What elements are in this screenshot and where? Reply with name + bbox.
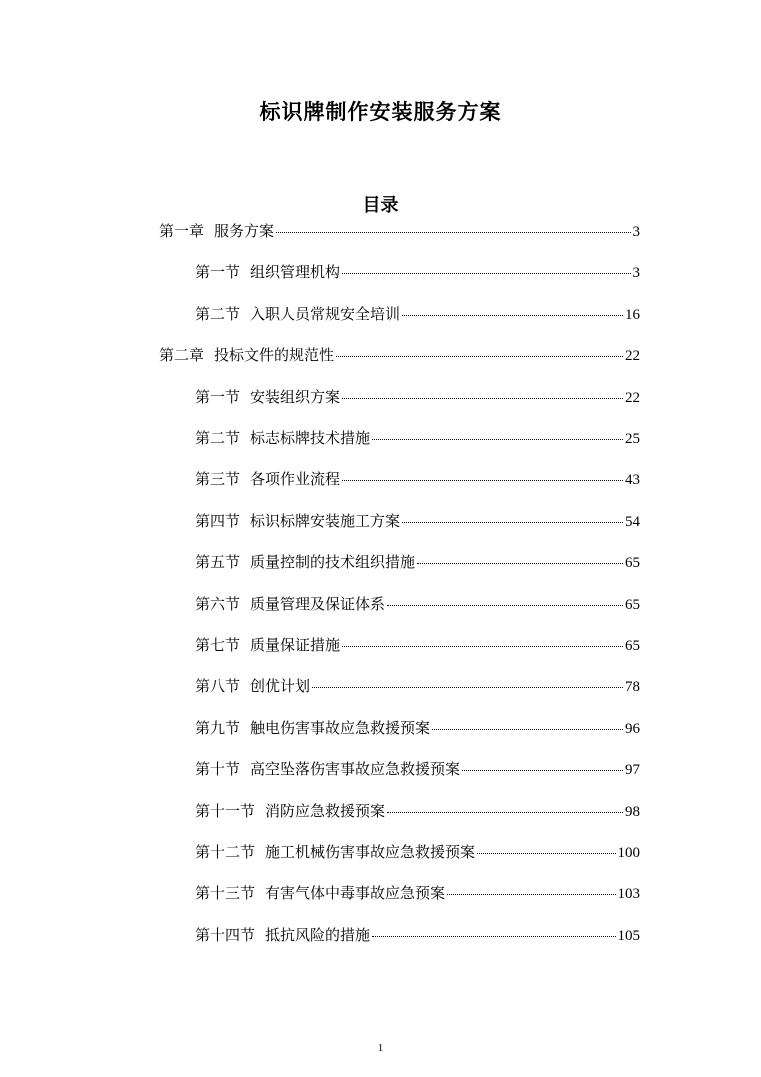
toc-entry-label: 第二章 [159, 346, 205, 365]
toc-entry-page: 22 [625, 348, 640, 365]
toc-dot-leader [342, 272, 630, 274]
toc-entry-label: 第十四节 [195, 925, 256, 944]
toc-entry-page: 43 [625, 472, 640, 489]
toc-section-entry[interactable] [195, 674, 640, 698]
toc-entry-title: 组织管理机构 [250, 263, 341, 282]
toc-entry-title: 有害气体中毒事故应急预案 [265, 884, 446, 903]
toc-entry-title: 质量管理及保证体系 [250, 594, 386, 613]
toc-section-entry[interactable] [195, 923, 640, 947]
toc-entry-title: 各项作业流程 [250, 470, 341, 489]
toc-section-entry[interactable] [195, 757, 640, 781]
toc-chapter-entry[interactable] [159, 219, 640, 243]
toc-entry-title: 服务方案 [214, 222, 275, 240]
toc-entry-label: 第二节 [195, 304, 241, 323]
toc-dot-leader [342, 645, 623, 647]
toc-section-entry[interactable] [195, 550, 640, 574]
toc-section-entry[interactable] [195, 302, 640, 326]
toc-entry-label: 第二节 [195, 429, 241, 447]
toc-section-entry[interactable] [195, 633, 640, 657]
toc-dot-leader [312, 686, 623, 688]
toc-entry-label: 第一节 [195, 263, 241, 282]
toc-chapter-entry[interactable] [159, 343, 640, 367]
toc-section-entry[interactable] [195, 840, 640, 864]
toc-entry-page: 103 [617, 886, 640, 903]
toc-entry-title: 消防应急救援预案 [265, 801, 386, 820]
toc-entry-label: 第四节 [195, 511, 241, 530]
toc-entry-title: 标识标牌安装施工方案 [250, 511, 401, 530]
toc-entry-page: 16 [625, 306, 640, 323]
toc-entry-title: 标志标牌技术措施 [250, 429, 371, 447]
toc-section-entry[interactable] [195, 426, 640, 450]
toc-dot-leader [447, 893, 615, 895]
toc-entry-label: 第六节 [195, 594, 241, 613]
toc-dot-leader [342, 479, 623, 481]
toc-entry-label: 第七节 [195, 636, 241, 654]
toc-entry-page: 54 [625, 513, 640, 530]
toc-dot-leader [402, 314, 623, 316]
toc-dot-leader [477, 852, 615, 854]
toc-entry-page: 3 [632, 265, 640, 282]
toc-section-entry[interactable] [195, 509, 640, 533]
toc-entry-title: 高空坠落伤害事故应急救援预案 [250, 760, 461, 779]
toc-entry-label: 第十节 [195, 760, 241, 779]
toc-dot-leader [432, 728, 623, 730]
document-title: 标识牌制作安装服务方案 [259, 100, 502, 124]
toc-dot-leader [402, 521, 623, 523]
toc-entry-title: 质量保证措施 [250, 636, 341, 654]
toc-entry-label: 第十二节 [195, 843, 256, 861]
toc-dot-leader [417, 562, 623, 564]
toc-entry-label: 第十三节 [195, 884, 256, 903]
toc-entry-title: 抵抗风险的措施 [265, 925, 371, 944]
toc-entry-page: 96 [625, 720, 640, 737]
toc-dot-leader [372, 935, 615, 937]
toc-entry-title: 触电伤害事故应急救援预案 [250, 718, 431, 737]
toc-section-entry[interactable] [195, 881, 640, 905]
toc-entry-page: 65 [625, 555, 640, 572]
toc-entry-title: 入职人员常规安全培训 [250, 304, 401, 323]
toc-entry-label: 第九节 [195, 718, 241, 737]
toc-entry-label: 第十一节 [195, 801, 256, 820]
toc-entry-page: 100 [617, 845, 640, 861]
toc-entry-page: 78 [625, 679, 640, 696]
toc-entry-page: 65 [625, 596, 640, 613]
toc-entry-title: 质量控制的技术组织措施 [250, 553, 416, 572]
toc-entry-label: 第五节 [195, 553, 241, 572]
toc-dot-leader [372, 438, 623, 440]
toc-section-entry[interactable] [195, 385, 640, 409]
toc-entry-title: 安装组织方案 [250, 387, 341, 406]
toc-entry-label: 第一章 [159, 222, 205, 240]
toc-entry-page: 25 [625, 431, 640, 447]
toc-dot-leader [342, 397, 623, 399]
toc-heading: 目录 [362, 195, 399, 216]
page-number: 1 [377, 1042, 384, 1054]
toc-section-entry[interactable] [195, 799, 640, 823]
toc-section-entry[interactable] [195, 592, 640, 616]
toc-entry-page: 65 [625, 638, 640, 654]
toc-section-entry[interactable] [195, 260, 640, 284]
toc-entry-page: 98 [625, 803, 640, 820]
toc-entry-page: 3 [632, 224, 640, 240]
toc-dot-leader [276, 231, 630, 233]
toc-dot-leader [336, 355, 623, 357]
toc-entry-page: 97 [625, 762, 640, 779]
toc-section-entry[interactable] [195, 467, 640, 491]
toc-entry-label: 第八节 [195, 677, 241, 696]
toc-entry-page: 105 [617, 927, 640, 944]
toc-dot-leader [462, 769, 623, 771]
toc-dot-leader [387, 604, 623, 606]
toc-entry-page: 22 [625, 389, 640, 406]
toc-entry-title: 施工机械伤害事故应急救援预案 [265, 843, 476, 861]
toc-dot-leader [387, 811, 623, 813]
toc-entry-label: 第一节 [195, 387, 241, 406]
toc-entry-label: 第三节 [195, 470, 241, 489]
toc-entry-title: 创优计划 [250, 677, 311, 696]
toc-entry-title: 投标文件的规范性 [214, 346, 335, 365]
toc-section-entry[interactable] [195, 716, 640, 740]
